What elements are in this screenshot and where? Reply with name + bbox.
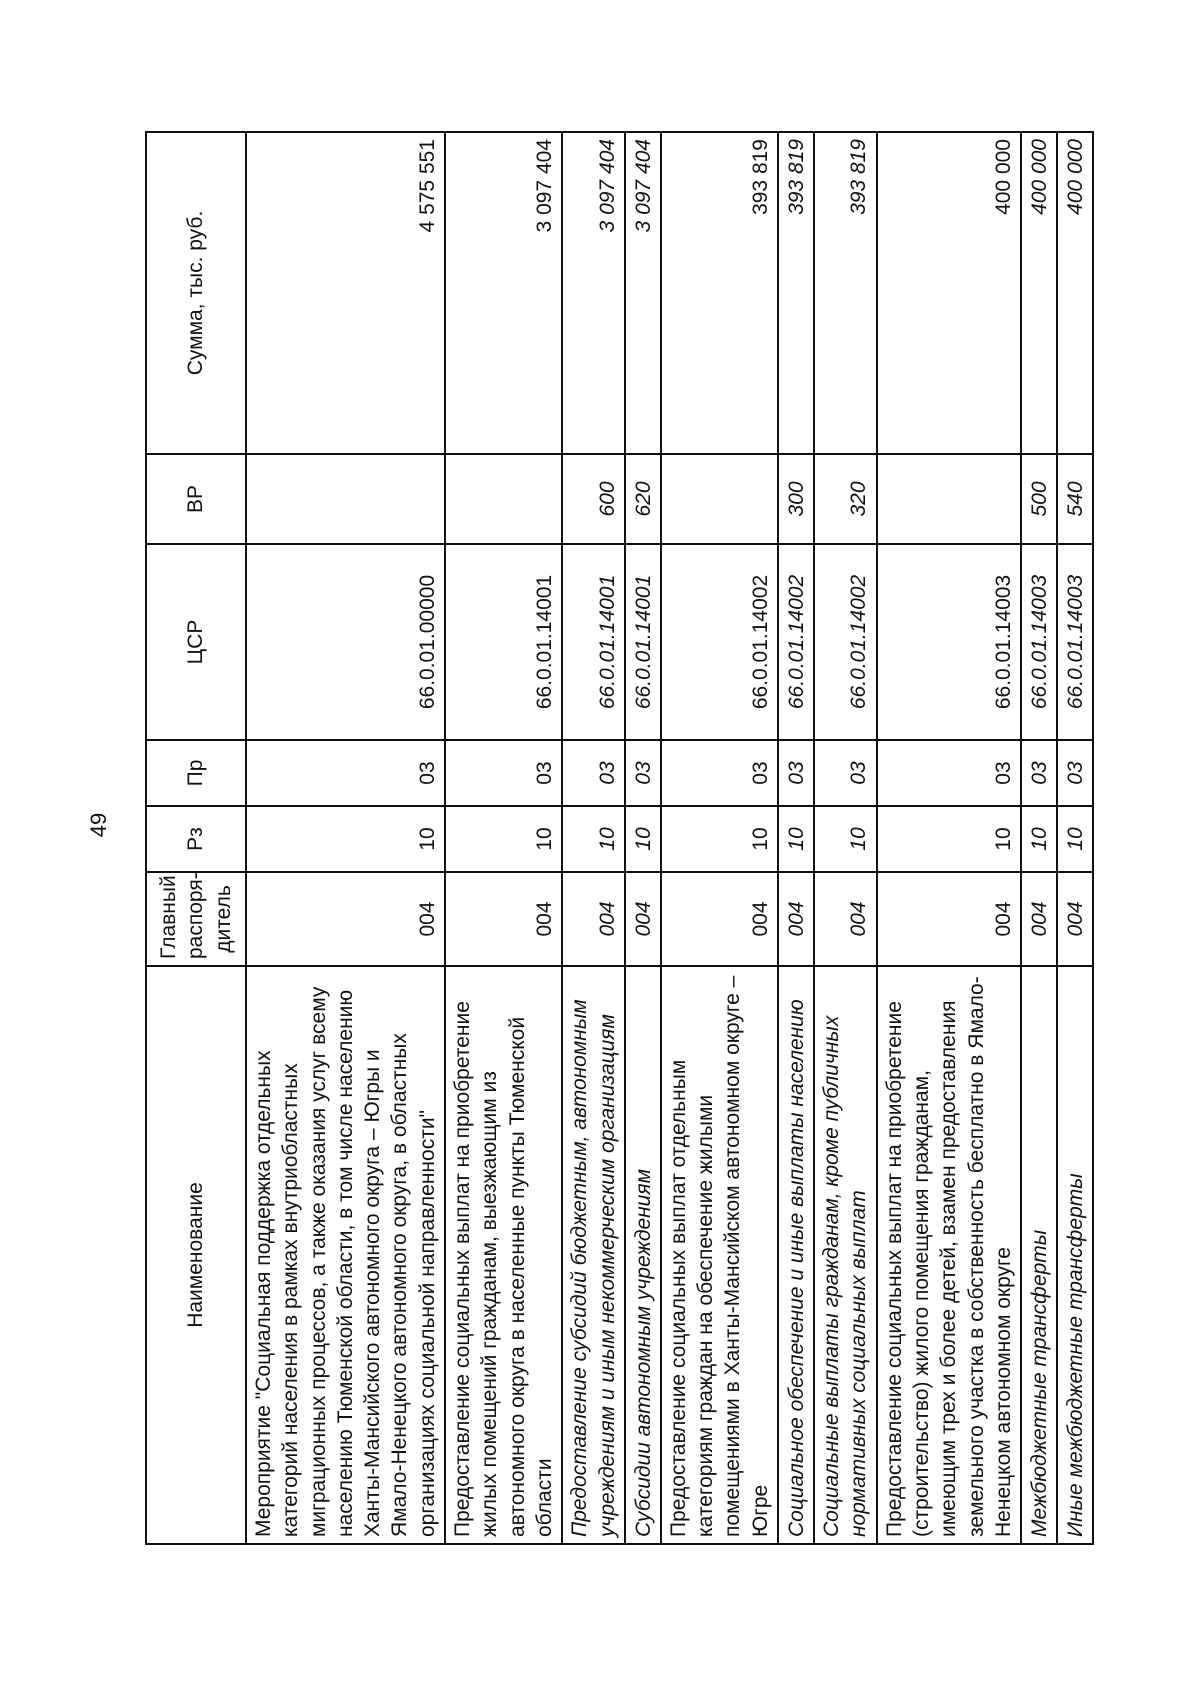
cell-vr <box>246 454 445 544</box>
cell-csr: 66.0.01.14001 <box>445 544 562 740</box>
cell-csr: 66.0.01.14003 <box>877 544 1021 740</box>
cell-name: Предоставление социальных выплат на приобретение (строительство) жилого помещения гражданам, имеющим трех и более детей, взамен предоставления земельного участка в собственность бесплатно в Ямало-Ненецком автономном округе <box>877 966 1021 1544</box>
cell-rz: 10 <box>661 806 778 872</box>
cell-chief: 004 <box>661 872 778 966</box>
cell-sum: 393 819 <box>814 132 877 454</box>
cell-name: Мероприятие "Социальная поддержка отдельных категорий населения в рамках внутриобластных миграционных процессов, а также оказания услуг всему населению Тюменской области, в том числе населению Ханты-Мансийского автономного округа – Югры и Ямало-Ненецкого автономного округа, в областных организациях социальной направленности" <box>246 966 445 1544</box>
cell-chief: 004 <box>814 872 877 966</box>
table-row <box>246 132 445 1544</box>
header-sum: Сумма, тыс. руб. <box>146 132 246 454</box>
cell-csr: 66.0.01.00000 <box>246 544 445 740</box>
cell-sum: 400 000 <box>1021 132 1057 454</box>
header-vr: ВР <box>146 454 246 544</box>
cell-sum: 400 000 <box>877 132 1021 454</box>
header-csr: ЦСР <box>146 544 246 740</box>
cell-name: Межбюджетные трансферты <box>1021 966 1057 1544</box>
cell-chief: 004 <box>877 872 1021 966</box>
budget-table <box>145 131 1094 1545</box>
cell-csr: 66.0.01.14003 <box>1057 544 1093 740</box>
cell-name: Предоставление субсидий бюджетным, автономным учреждениям и иным некоммерческим организациям <box>562 966 625 1544</box>
cell-csr: 66.0.01.14002 <box>814 544 877 740</box>
cell-chief: 004 <box>246 872 445 966</box>
table-row <box>1057 132 1093 1544</box>
cell-chief: 004 <box>1021 872 1057 966</box>
cell-rz: 10 <box>877 806 1021 872</box>
header-chief-manager: Главный распоря-дитель <box>146 872 246 966</box>
cell-name: Социальное обеспечение и иные выплаты населению <box>778 966 814 1544</box>
cell-vr: 500 <box>1021 454 1057 544</box>
cell-vr <box>661 454 778 544</box>
cell-rz: 10 <box>1021 806 1057 872</box>
header-name: Наименование <box>146 966 246 1544</box>
cell-csr: 66.0.01.14003 <box>1021 544 1057 740</box>
cell-pr: 03 <box>778 740 814 806</box>
cell-csr: 66.0.01.14001 <box>625 544 661 740</box>
cell-rz: 10 <box>814 806 877 872</box>
cell-vr: 300 <box>778 454 814 544</box>
cell-chief: 004 <box>445 872 562 966</box>
cell-sum: 393 819 <box>778 132 814 454</box>
cell-chief: 004 <box>625 872 661 966</box>
cell-rz: 10 <box>1057 806 1093 872</box>
cell-sum: 4 575 551 <box>246 132 445 454</box>
cell-pr: 03 <box>625 740 661 806</box>
table-row <box>661 132 778 1544</box>
cell-rz: 10 <box>778 806 814 872</box>
cell-pr: 03 <box>445 740 562 806</box>
cell-pr: 03 <box>877 740 1021 806</box>
table-header <box>146 132 246 1544</box>
cell-sum: 3 097 404 <box>445 132 562 454</box>
cell-name: Предоставление социальных выплат отдельным категориям граждан на обеспечение жилыми помещениями в Ханты-Мансийском автономном округе – Югре <box>661 966 778 1544</box>
cell-vr: 600 <box>562 454 625 544</box>
header-row <box>146 132 246 1544</box>
budget-table-rotated <box>145 133 1087 1545</box>
cell-vr <box>445 454 562 544</box>
cell-sum: 393 819 <box>661 132 778 454</box>
cell-chief: 004 <box>562 872 625 966</box>
table-row <box>1021 132 1057 1544</box>
table-row <box>877 132 1021 1544</box>
cell-rz: 10 <box>625 806 661 872</box>
table-row <box>814 132 877 1544</box>
table-row <box>562 132 625 1544</box>
table-row <box>625 132 661 1544</box>
cell-name: Социальные выплаты гражданам, кроме публичных нормативных социальных выплат <box>814 966 877 1544</box>
cell-csr: 66.0.01.14002 <box>661 544 778 740</box>
cell-pr: 03 <box>246 740 445 806</box>
cell-chief: 004 <box>1057 872 1093 966</box>
table-row <box>778 132 814 1544</box>
page-number: 49 <box>86 812 111 838</box>
cell-vr: 540 <box>1057 454 1093 544</box>
cell-sum: 400 000 <box>1057 132 1093 454</box>
cell-csr: 66.0.01.14002 <box>778 544 814 740</box>
header-rz: Рз <box>146 806 246 872</box>
table-body <box>246 132 1093 1544</box>
cell-name: Иные межбюджетные трансферты <box>1057 966 1093 1544</box>
cell-rz: 10 <box>246 806 445 872</box>
cell-sum: 3 097 404 <box>562 132 625 454</box>
cell-name: Субсидии автономным учреждениям <box>625 966 661 1544</box>
cell-csr: 66.0.01.14001 <box>562 544 625 740</box>
cell-rz: 10 <box>445 806 562 872</box>
cell-pr: 03 <box>562 740 625 806</box>
cell-name: Предоставление социальных выплат на приобретение жилых помещений гражданам, выезжающим из автономного округа в населенные пункты Тюменской области <box>445 966 562 1544</box>
cell-rz: 10 <box>562 806 625 872</box>
cell-vr <box>877 454 1021 544</box>
cell-vr: 320 <box>814 454 877 544</box>
cell-vr: 620 <box>625 454 661 544</box>
cell-pr: 03 <box>1057 740 1093 806</box>
cell-sum: 3 097 404 <box>625 132 661 454</box>
header-pr: Пр <box>146 740 246 806</box>
cell-chief: 004 <box>778 872 814 966</box>
cell-pr: 03 <box>814 740 877 806</box>
cell-pr: 03 <box>1021 740 1057 806</box>
cell-pr: 03 <box>661 740 778 806</box>
table-row <box>445 132 562 1544</box>
